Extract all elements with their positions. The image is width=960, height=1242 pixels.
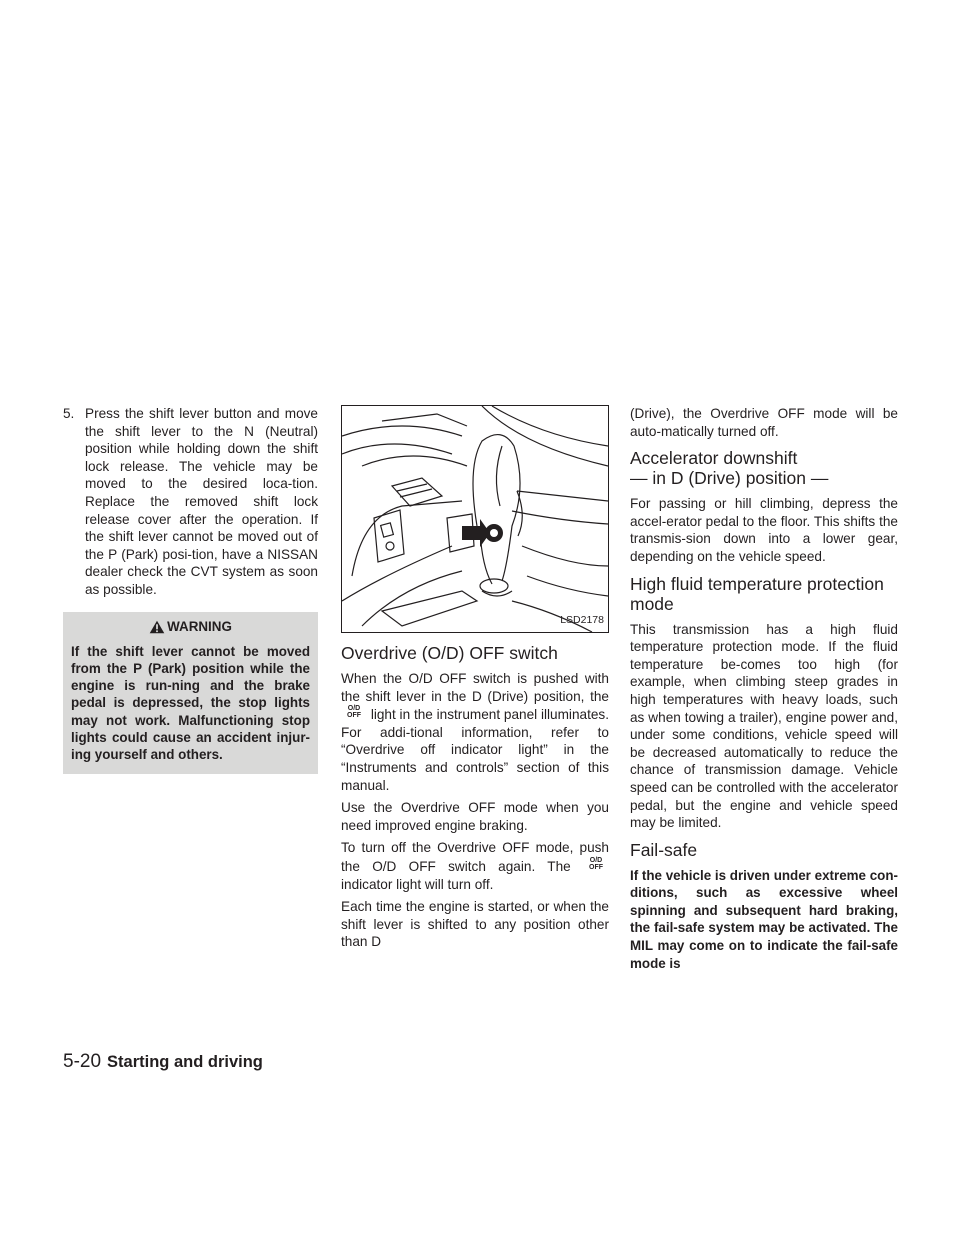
overdrive-p3-end: indicator light will turn off.	[341, 876, 494, 892]
fluid-temp-heading: High fluid temperature protection mode	[630, 573, 884, 614]
overdrive-paragraph-4: Each time the engine is started, or when the shift lever is shifted to any position other than D	[341, 899, 609, 950]
overdrive-paragraph-2: Use the Overdrive OFF mode when you need improved engine braking.	[341, 800, 609, 833]
column-middle	[341, 405, 609, 956]
warning-box	[63, 612, 318, 774]
step-number: 5.	[63, 406, 75, 421]
warning-triangle-icon	[149, 620, 165, 634]
section-name: Starting and driving	[107, 1053, 263, 1071]
od-off-indicator-icon: O/D OFF	[589, 856, 603, 871]
column-right	[630, 405, 898, 977]
accelerator-heading: Accelerator downshift — in D (Drive) position —	[630, 448, 829, 489]
column-left	[63, 405, 318, 774]
warning-header	[71, 612, 310, 637]
page-footer	[63, 1051, 263, 1073]
page-number: 5-20	[63, 1051, 102, 1072]
failsafe-heading: Fail-safe	[630, 839, 698, 860]
shift-lever-illustration	[341, 405, 609, 633]
shift-lever-drawing	[342, 406, 608, 632]
warning-text: If the shift lever cannot be moved from the P (Park) position while the engine is run-ning and the brake pedal is depressed, the stop lights may not work. Malfunctioning stop lights could cause an accident injur-ing yourself and others.	[71, 643, 310, 763]
continued-paragraph: (Drive), the Overdrive OFF mode will be auto-matically turned off.	[630, 406, 898, 439]
overdrive-p1-start: When the O/D OFF switch is pushed with the shift lever in the D (Drive) position, the	[341, 671, 609, 704]
overdrive-p1-end: light in the instrument panel illuminates. For addi-tional information, refer to “Overdrive off indicator light” in the “Instruments and controls” section of this manual.	[341, 707, 609, 793]
overdrive-paragraph-3	[341, 839, 609, 893]
failsafe-paragraph: If the vehicle is driven under extreme con-ditions, such as excessive wheel spinning and subsequent hard braking, the fail-safe system may be activated. The MIL may come on to indicate the fail-safe mode is	[630, 867, 898, 971]
overdrive-p3-start: To turn off the Overdrive OFF mode, push the O/D OFF switch again. The	[341, 840, 609, 874]
step-item	[63, 405, 318, 599]
fluid-temp-paragraph: This transmission has a high fluid temperature protection mode. If the fluid temperature be-comes too high (for example, when climbing steep grades in high temperatures with heavy loads, such as when towing a trailer), engine power and, under some conditions, vehicle speed will be decreased automatically to reduce the chance of transmission damage. Vehicle speed can be controlled with the accelerator pedal, but the engine and vehicle speed may be limited.	[630, 621, 898, 831]
figure-label: LSD2178	[560, 614, 604, 627]
step-text: Press the shift lever button and move the shift lever to the N (Neutral) position while holding down the shift lock release. The vehicle may be moved to the desired loca-tion. Replace the removed shift lock release cover after the operation. If the shift lever cannot be moved out of the P (Park) posi-tion, have a NISSAN dealer check the CVT system as soon as possible.	[85, 406, 318, 597]
warning-title: WARNING	[167, 618, 232, 634]
overdrive-paragraph-1	[341, 670, 609, 794]
accelerator-paragraph: For passing or hill climbing, depress the accel-erator pedal to the floor. This shifts the transmis-sion down into a lower gear, depending on the vehicle speed.	[630, 496, 898, 564]
od-off-indicator-icon: O/D OFF	[347, 705, 361, 720]
overdrive-heading: Overdrive (O/D) OFF switch	[341, 643, 558, 663]
